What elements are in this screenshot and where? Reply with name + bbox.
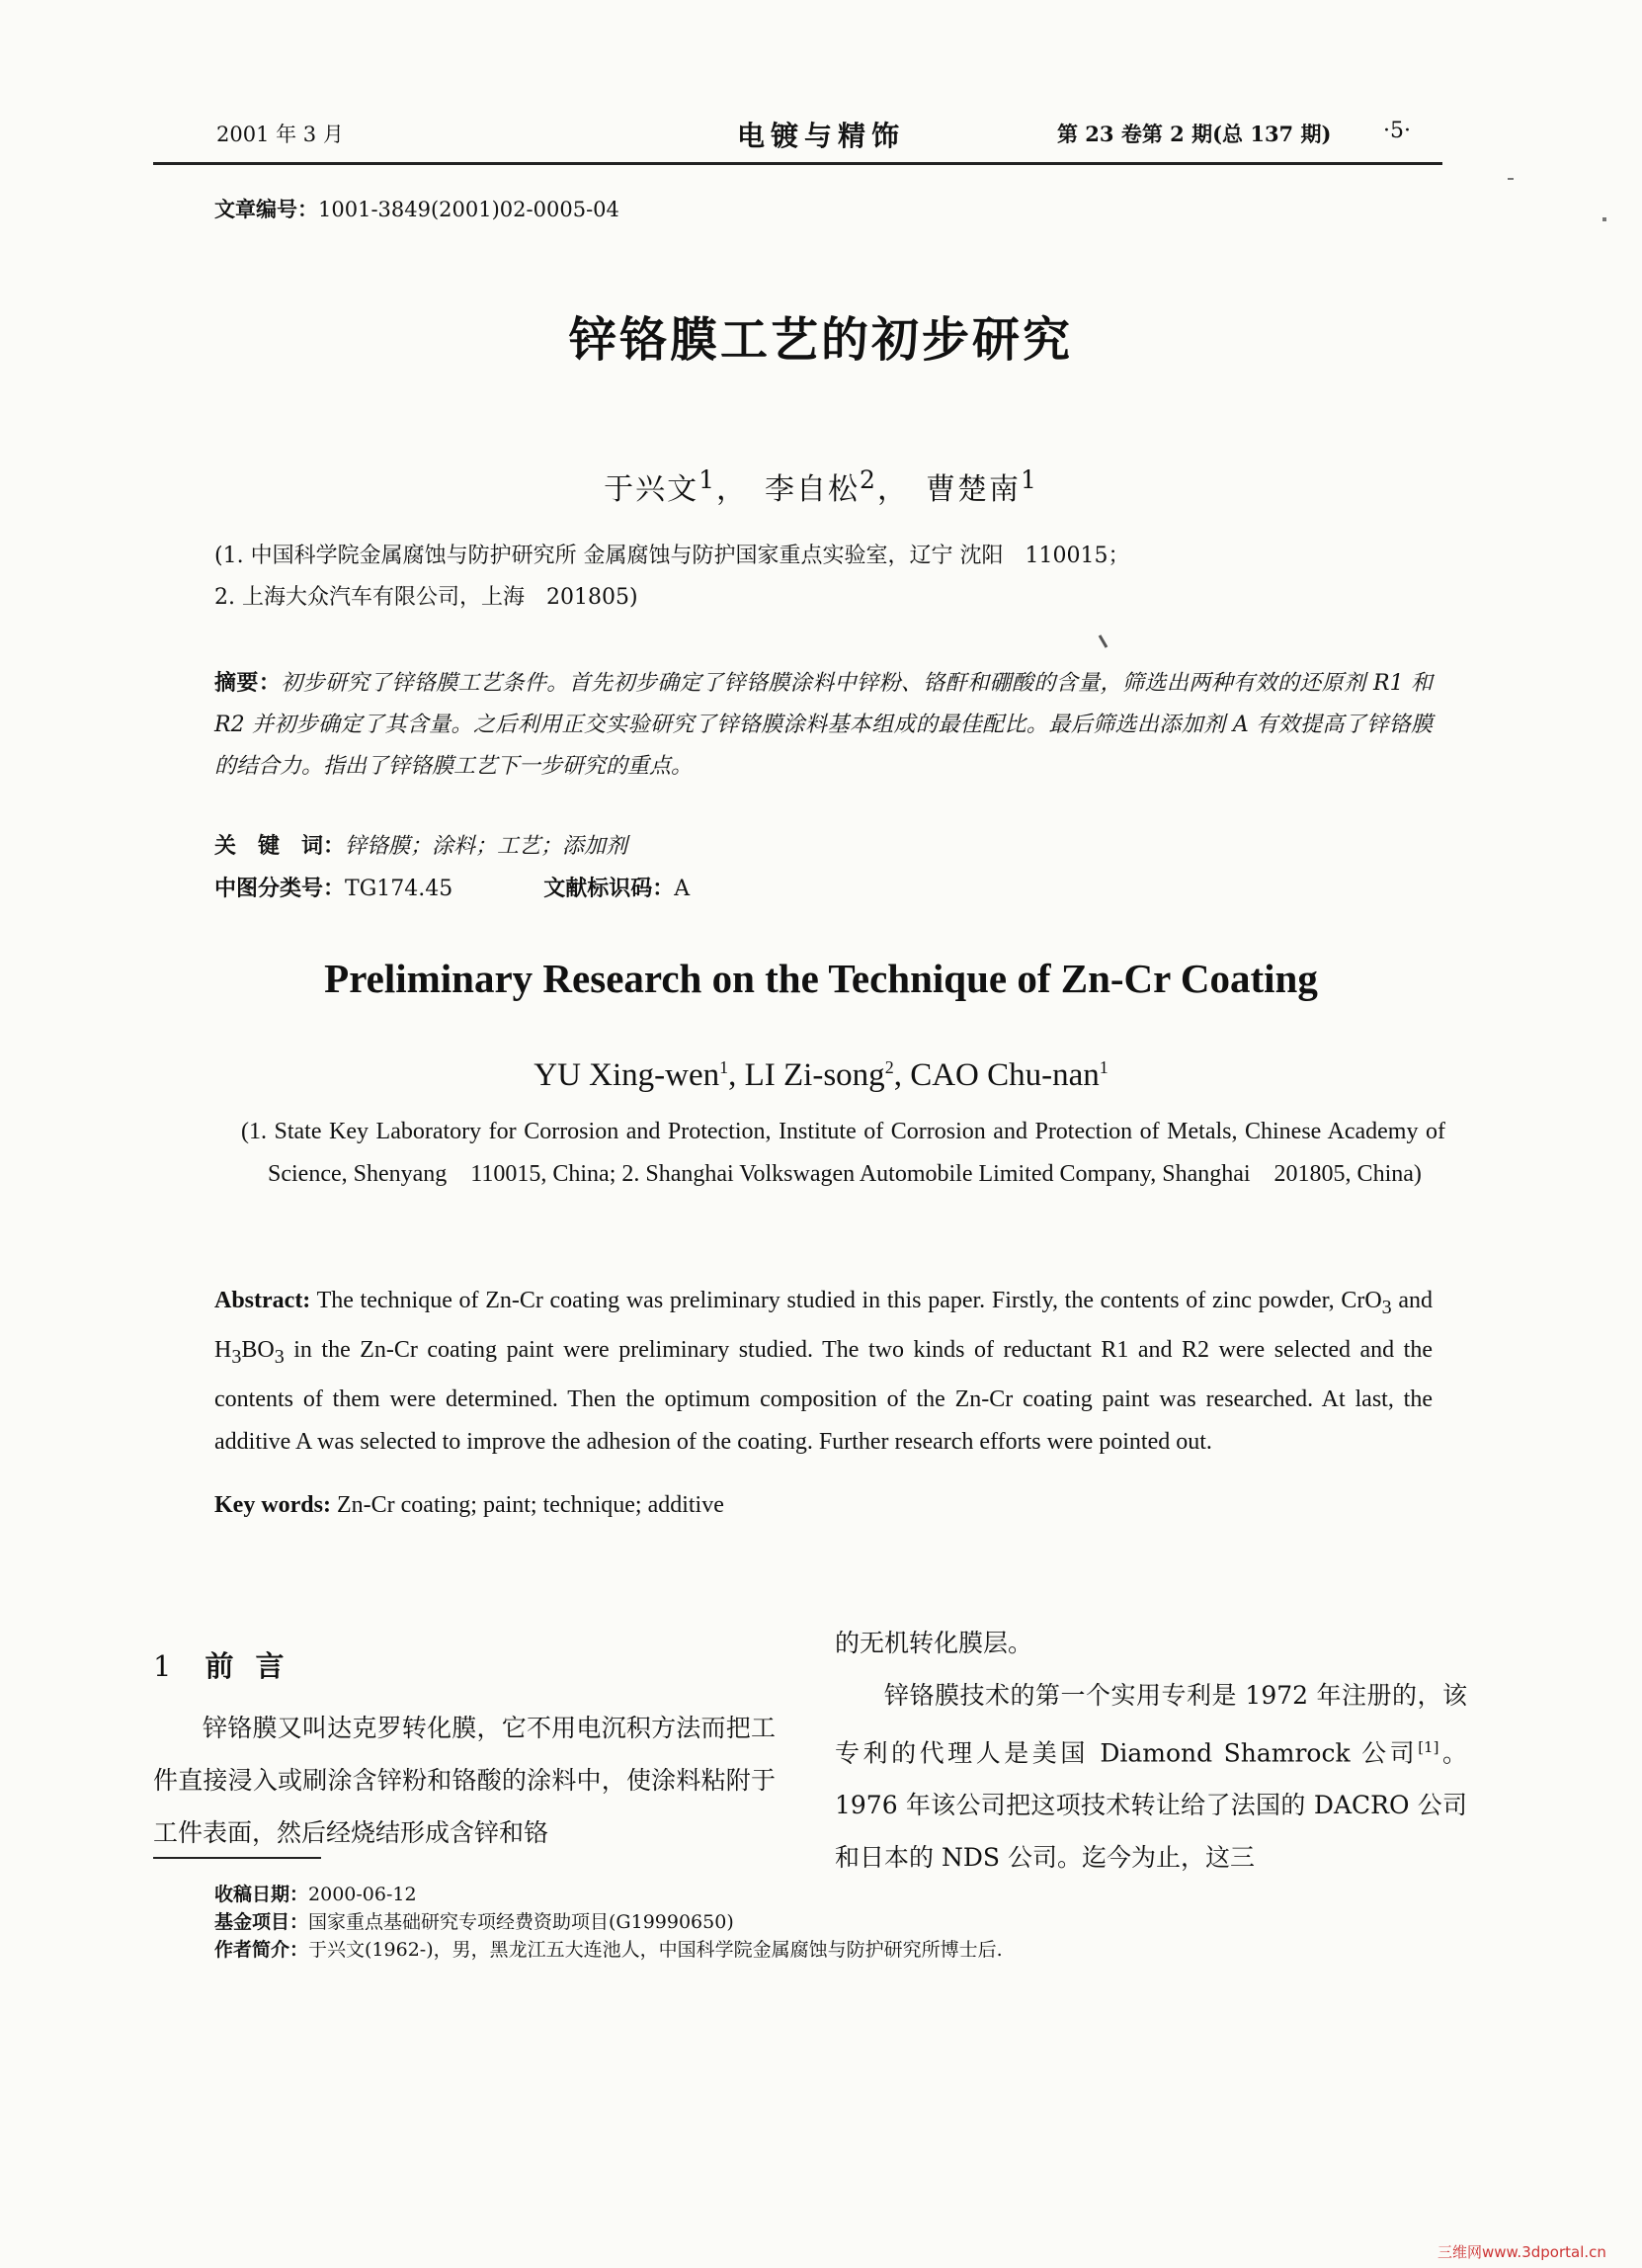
article-number-value: 1001-3849(2001)02-0005-04 xyxy=(318,198,619,221)
footnote-label: 作者简介： xyxy=(214,1939,309,1961)
classification-row xyxy=(214,872,690,902)
author-affiliation-mark: 1 xyxy=(698,465,717,494)
keywords-label: Key words: xyxy=(214,1492,331,1518)
footnote-label: 基金项目： xyxy=(214,1911,309,1933)
footnote-text: 于兴文(1962-)，男，黑龙江五大连池人，中国科学院金属腐蚀与防护研究所博士后. xyxy=(308,1939,1003,1961)
article-number xyxy=(214,194,619,223)
abstract-text: The technique of Zn-Cr coating was preliminary studied in this paper. Firstly, the contents of zinc powder, CrO xyxy=(316,1288,1382,1313)
keywords-english xyxy=(214,1492,724,1519)
scan-speck xyxy=(1508,178,1514,180)
title-english: Preliminary Research on the Technique of Zn-Cr Coating xyxy=(324,956,1318,1001)
footnote-label: 收稿日期： xyxy=(214,1884,309,1905)
abstract-text: in the Zn-Cr coating paint were preliminary studied. The two kinds of reductant R1 and R2 were selected and the contents of them were determined. Then the optimum composition of the Zn-Cr coating paint was researched. At last, the additive A was selected to improve the adhesion of the coating. Further research efforts were pointed out. xyxy=(214,1336,1433,1455)
footnote-text: 国家重点基础研究专项经费资助项目(G19990650) xyxy=(308,1911,734,1933)
author-name: YU Xing-wen xyxy=(534,1057,720,1093)
paragraph-text: 。1976 年该公司把这项技术转让给了法国的 DACRO 公司和日本的 NDS 公司。迄今为止，这三 xyxy=(835,1738,1467,1873)
scan-speck xyxy=(1099,634,1108,648)
author-name: 李自松 xyxy=(765,472,861,507)
footnote-received xyxy=(214,1881,417,1908)
abstract-text: 初步研究了锌铬膜工艺条件。首先初步确定了锌铬膜涂料中锌粉、铬酐和硼酸的含量，筛选出两种有效的还原剂 R1 和 R2 并初步确定了其含量。之后利用正交实验研究了锌铬膜涂料基本组成的最佳配比。最后筛选出添加剂 A 有效提高了锌铬膜的结合力。指出了锌铬膜工艺下一步研究的重点。 xyxy=(214,671,1433,779)
footnote-text: 2000-06-12 xyxy=(308,1884,417,1905)
authors-english: YU Xing-wen$^1$, LI Zi-song$^2$, CAO Chu-nan$^1$ xyxy=(534,1057,1108,1093)
body-paragraph-continued: 的无机转化膜层。 xyxy=(835,1629,1033,1657)
abstract-label: 摘要： xyxy=(214,670,282,696)
author-name: 曹楚南 xyxy=(925,472,1021,507)
keywords-text: 锌铬膜；涂料；工艺；添加剂 xyxy=(345,834,628,859)
article-number-label: 文章编号： xyxy=(214,197,318,221)
footnote-author-bio xyxy=(214,1936,1003,1964)
subscript: 3 xyxy=(231,1345,242,1368)
abstract-chinese xyxy=(214,662,1433,788)
keywords-chinese xyxy=(214,829,627,860)
abstract-english xyxy=(214,1280,1433,1464)
author-affiliation-mark: 2 xyxy=(860,465,877,494)
title-chinese: 锌铬膜工艺的初步研究 xyxy=(568,312,1073,368)
footnote-rule xyxy=(153,1857,321,1859)
affiliation-english: (1. State Key Laboratory for Corrosion and Protection, Institute of Corrosion and Protection of Metals, Chinese Academy of Science, Shenyang 110015, China; 2. Shanghai Volkswagen Automobile Limited Company, Shanghai 201805, China) xyxy=(241,1119,1445,1187)
abstract-text: BO xyxy=(241,1336,275,1363)
section-heading xyxy=(153,1644,305,1685)
scan-speck xyxy=(1602,217,1606,221)
subscript: 3 xyxy=(274,1345,285,1368)
subscript: 3 xyxy=(1381,1296,1392,1318)
classification-value: TG174.45 xyxy=(345,877,453,901)
header-rule xyxy=(153,162,1442,165)
citation-reference: [1] xyxy=(1418,1738,1439,1756)
author-affiliation-mark: 1 xyxy=(1020,465,1038,494)
section-number: 1 xyxy=(153,1649,172,1683)
document-code-value: A xyxy=(674,877,691,901)
affiliation-line: (1. 中国科学院金属腐蚀与防护研究所 金属腐蚀与防护国家重点实验室，辽宁 沈阳 110015； xyxy=(214,544,1130,568)
abstract-text: and H xyxy=(214,1288,1433,1363)
document-code-label: 文献标识码： xyxy=(543,876,675,901)
affiliation-chinese xyxy=(214,536,1449,619)
section-title: 前言 xyxy=(205,1649,306,1683)
body-paragraph-left: 锌铬膜又叫达克罗转化膜，它不用电沉积方法而把工件直接浸入或刷涂含锌粉和铬酸的涂料中，使涂料粘附于工件表面，然后经烧结形成含锌和铬 xyxy=(153,1714,776,1847)
footnote-funding xyxy=(214,1908,734,1936)
journal-name: 电镀与精饰 xyxy=(736,120,905,152)
header-date: 2001 年 3 月 xyxy=(216,123,344,146)
authors-chinese: 于兴文$^1$， 李自松$^2$， 曹楚南$^1$ xyxy=(604,465,1038,507)
classification-label: 中图分类号： xyxy=(214,876,346,901)
author-affiliation-mark: 1 xyxy=(719,1057,729,1077)
body-paragraph-right xyxy=(835,1669,1467,1884)
author-name: LI Zi-song xyxy=(744,1057,885,1093)
affiliation-line: 2. 上海大众汽车有限公司，上海 201805) xyxy=(214,585,638,610)
keywords-text: Zn-Cr coating; paint; technique; additive xyxy=(336,1492,724,1518)
author-name: CAO Chu-nan xyxy=(910,1057,1100,1093)
keywords-label: 关 键 词： xyxy=(214,833,346,859)
page-number: ·5· xyxy=(1383,119,1411,143)
paragraph-text: 锌铬膜技术的第一个实用专利是 1972 年注册的，该专利的代理人是美国 Diamond Shamrock 公司 xyxy=(835,1681,1467,1768)
author-affiliation-mark: 2 xyxy=(884,1057,894,1077)
site-watermark: 三维网www.3dportal.cn xyxy=(1437,2243,1606,2261)
author-name: 于兴文 xyxy=(604,472,699,507)
volume-issue: 第 23 卷第 2 期(总 137 期) xyxy=(1057,122,1332,146)
abstract-label: Abstract: xyxy=(214,1288,311,1313)
author-affiliation-mark: 1 xyxy=(1099,1057,1108,1077)
